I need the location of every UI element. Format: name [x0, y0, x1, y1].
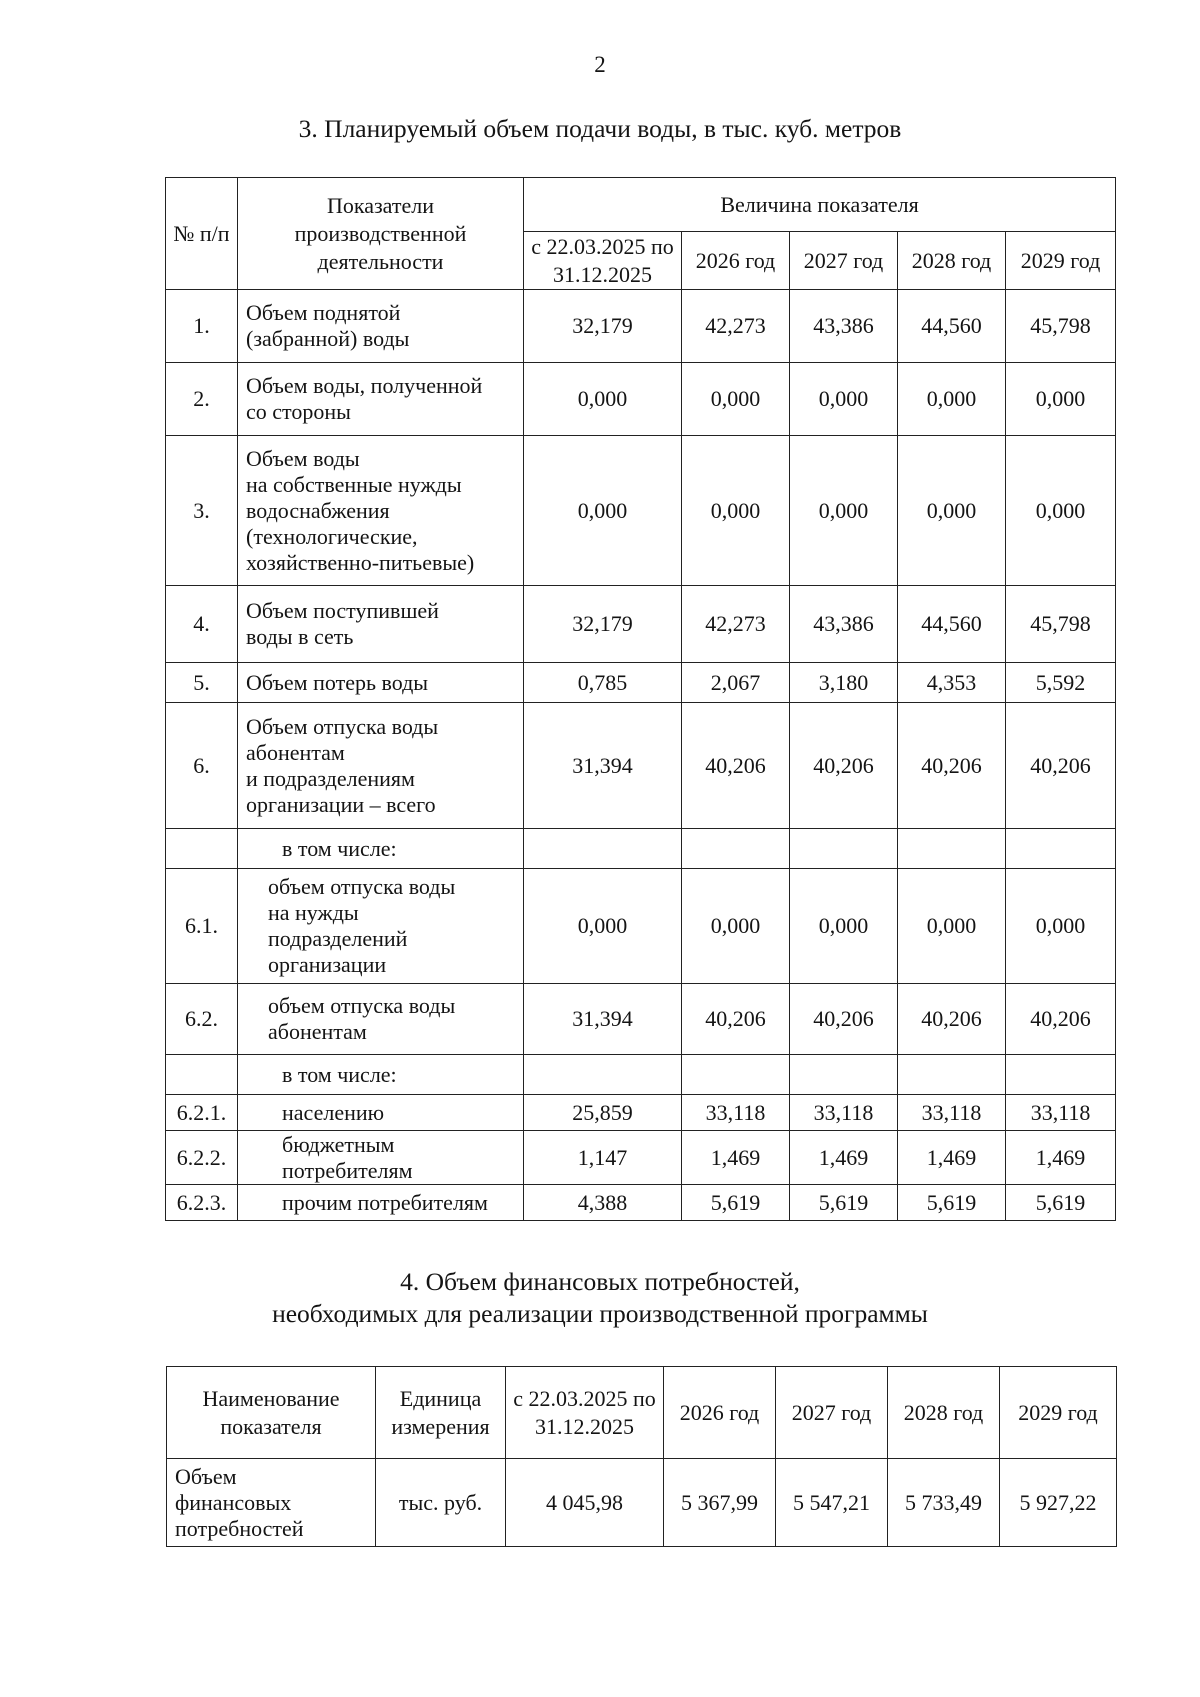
fin-row	[167, 1459, 1117, 1547]
fin-row-unit: тыс. руб.	[376, 1459, 506, 1547]
table-row	[166, 869, 1116, 984]
row-value	[898, 829, 1006, 869]
row-value: 0,000	[682, 436, 790, 586]
section-4-title	[0, 1266, 1200, 1330]
row-value: 5,619	[682, 1185, 790, 1221]
row-value: 43,386	[790, 586, 898, 663]
row-number: 1.	[166, 290, 238, 363]
table-row	[166, 1055, 1116, 1095]
row-value	[524, 829, 682, 869]
row-label: Объем поднятой (забранной) воды	[238, 290, 524, 363]
row-value: 40,206	[898, 703, 1006, 829]
fin-value-1: 4 045,98	[506, 1459, 664, 1547]
row-label: объем отпуска воды на нужды подразделений организации	[238, 869, 524, 984]
row-number: 6.2.1.	[166, 1095, 238, 1131]
row-value: 0,785	[524, 663, 682, 703]
row-value	[1006, 829, 1116, 869]
row-number: 3.	[166, 436, 238, 586]
fin-header-period-5: 2029 год	[1000, 1367, 1117, 1459]
row-value: 40,206	[790, 984, 898, 1055]
row-value	[898, 1055, 1006, 1095]
fin-header-period-2: 2026 год	[664, 1367, 776, 1459]
row-value: 0,000	[790, 363, 898, 436]
row-number: 2.	[166, 363, 238, 436]
row-value: 43,386	[790, 290, 898, 363]
row-value	[682, 1055, 790, 1095]
row-value: 44,560	[898, 290, 1006, 363]
row-value: 40,206	[898, 984, 1006, 1055]
header-value-group: Величина показателя	[524, 178, 1116, 232]
row-value: 5,619	[790, 1185, 898, 1221]
row-value: 0,000	[524, 869, 682, 984]
header-period-5: 2029 год	[1006, 232, 1116, 290]
row-value: 0,000	[524, 436, 682, 586]
row-label: Объем поступившей воды в сеть	[238, 586, 524, 663]
row-value: 32,179	[524, 290, 682, 363]
fin-header-period-3: 2027 год	[776, 1367, 888, 1459]
row-value: 33,118	[790, 1095, 898, 1131]
table-row	[166, 586, 1116, 663]
fin-header-name: Наименование показателя	[167, 1367, 376, 1459]
row-number: 4.	[166, 586, 238, 663]
row-label: в том числе:	[238, 829, 524, 869]
row-number: 6.2.	[166, 984, 238, 1055]
row-value: 33,118	[682, 1095, 790, 1131]
row-value	[682, 829, 790, 869]
row-value: 5,619	[1006, 1185, 1116, 1221]
row-label: Объем потерь воды	[238, 663, 524, 703]
header-period-2: 2026 год	[682, 232, 790, 290]
row-value: 4,388	[524, 1185, 682, 1221]
section-4-title-line-1: 4. Объем финансовых потребностей,	[400, 1267, 800, 1296]
row-value: 0,000	[790, 436, 898, 586]
table-row	[166, 363, 1116, 436]
row-value: 0,000	[1006, 869, 1116, 984]
row-label: объем отпуска воды абонентам	[238, 984, 524, 1055]
financial-needs-table	[166, 1366, 1117, 1547]
row-value: 5,592	[1006, 663, 1116, 703]
row-label: Объем воды, полученной со стороны	[238, 363, 524, 436]
header-period-3: 2027 год	[790, 232, 898, 290]
row-value: 1,469	[1006, 1131, 1116, 1185]
row-value: 33,118	[898, 1095, 1006, 1131]
row-value: 4,353	[898, 663, 1006, 703]
page-number: 2	[594, 52, 606, 77]
header-period-4: 2028 год	[898, 232, 1006, 290]
row-value: 0,000	[898, 363, 1006, 436]
fin-value-3: 5 547,21	[776, 1459, 888, 1547]
row-value: 1,147	[524, 1131, 682, 1185]
table-row	[166, 984, 1116, 1055]
table-row	[166, 703, 1116, 829]
header-indicator: Показатели производственной деятельности	[238, 178, 524, 290]
row-value: 1,469	[790, 1131, 898, 1185]
row-number: 6.	[166, 703, 238, 829]
row-value: 31,394	[524, 703, 682, 829]
row-value: 0,000	[682, 363, 790, 436]
row-value: 1,469	[898, 1131, 1006, 1185]
row-value: 45,798	[1006, 290, 1116, 363]
row-number	[166, 1055, 238, 1095]
row-number: 5.	[166, 663, 238, 703]
row-value: 0,000	[898, 436, 1006, 586]
row-value: 3,180	[790, 663, 898, 703]
water-supply-table	[165, 177, 1116, 1221]
row-number: 6.2.2.	[166, 1131, 238, 1185]
row-value: 1,469	[682, 1131, 790, 1185]
table-row	[166, 1185, 1116, 1221]
fin-header-period-1: с 22.03.2025 по 31.12.2025	[506, 1367, 664, 1459]
fin-header-unit: Единица измерения	[376, 1367, 506, 1459]
row-value: 0,000	[1006, 363, 1116, 436]
row-value: 5,619	[898, 1185, 1006, 1221]
row-value: 44,560	[898, 586, 1006, 663]
row-label: Объем отпуска воды абонентам и подразделениям организации – всего	[238, 703, 524, 829]
fin-value-2: 5 367,99	[664, 1459, 776, 1547]
row-value: 40,206	[1006, 703, 1116, 829]
section-4-title-line-2: необходимых для реализации производственной программы	[272, 1299, 928, 1328]
row-value: 42,273	[682, 586, 790, 663]
row-value: 40,206	[682, 984, 790, 1055]
row-number	[166, 829, 238, 869]
row-number: 6.2.3.	[166, 1185, 238, 1221]
row-label: населению	[238, 1095, 524, 1131]
row-value: 40,206	[682, 703, 790, 829]
row-value: 0,000	[524, 363, 682, 436]
fin-row-label: Объем финансовых потребностей	[167, 1459, 376, 1547]
row-number: 6.1.	[166, 869, 238, 984]
row-value: 0,000	[898, 869, 1006, 984]
table-row	[166, 829, 1116, 869]
row-value	[790, 829, 898, 869]
row-value	[1006, 1055, 1116, 1095]
table-row	[166, 1095, 1116, 1131]
row-value	[524, 1055, 682, 1095]
fin-value-4: 5 733,49	[888, 1459, 1000, 1547]
row-value: 40,206	[790, 703, 898, 829]
row-value: 40,206	[1006, 984, 1116, 1055]
row-label: бюджетным потребителям	[238, 1131, 524, 1185]
fin-value-5: 5 927,22	[1000, 1459, 1117, 1547]
row-value: 0,000	[1006, 436, 1116, 586]
fin-header-period-4: 2028 год	[888, 1367, 1000, 1459]
row-label: прочим потребителям	[238, 1185, 524, 1221]
row-value: 0,000	[790, 869, 898, 984]
row-label: в том числе:	[238, 1055, 524, 1095]
row-value: 25,859	[524, 1095, 682, 1131]
row-value	[790, 1055, 898, 1095]
table-row	[166, 1131, 1116, 1185]
header-period-1: с 22.03.2025 по 31.12.2025	[524, 232, 682, 290]
row-value: 2,067	[682, 663, 790, 703]
row-value: 33,118	[1006, 1095, 1116, 1131]
row-value: 31,394	[524, 984, 682, 1055]
section-3-title: 3. Планируемый объем подачи воды, в тыс. куб. метров	[298, 114, 902, 143]
table-row	[166, 436, 1116, 586]
row-label: Объем воды на собственные нужды водоснабжения (технологические, хозяйственно-питьевые)	[238, 436, 524, 586]
table-row	[166, 290, 1116, 363]
table-row	[166, 663, 1116, 703]
row-value: 32,179	[524, 586, 682, 663]
row-value: 0,000	[682, 869, 790, 984]
header-num: № п/п	[166, 178, 238, 290]
row-value: 45,798	[1006, 586, 1116, 663]
row-value: 42,273	[682, 290, 790, 363]
